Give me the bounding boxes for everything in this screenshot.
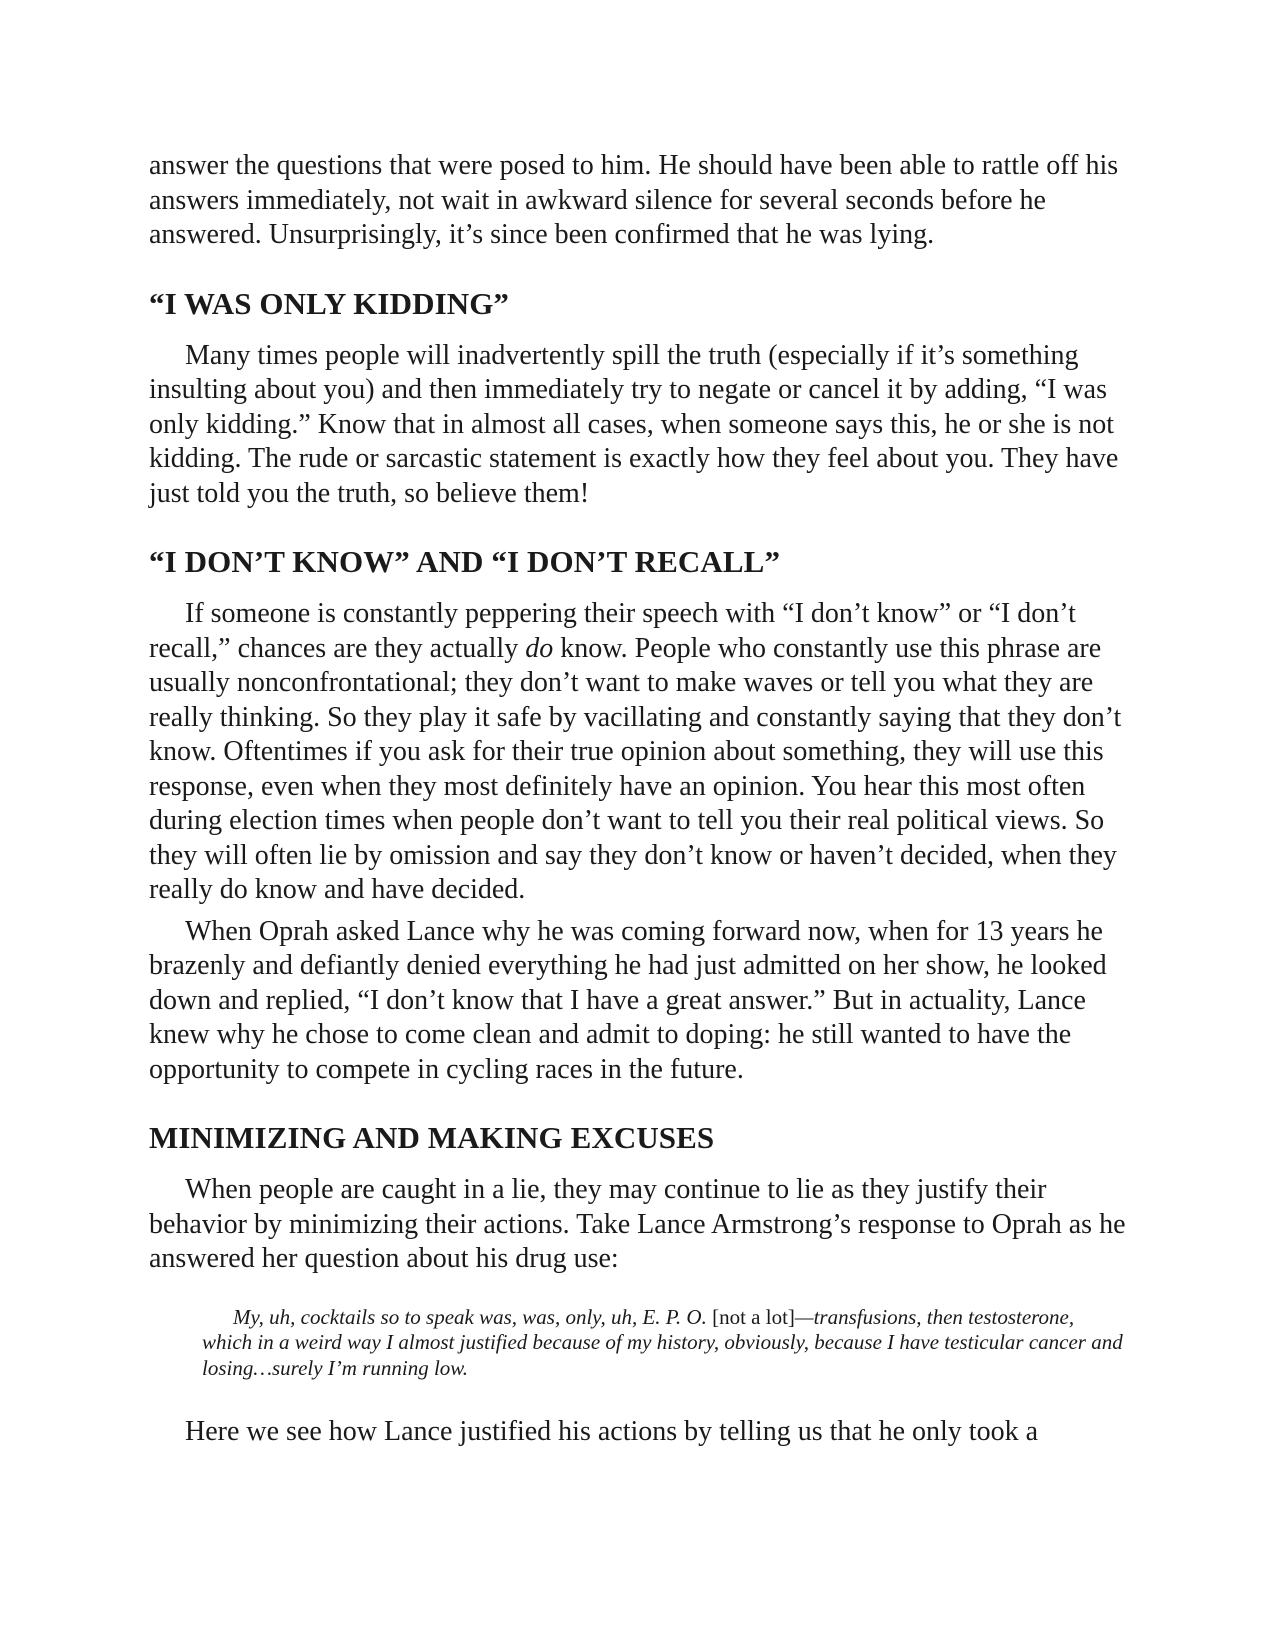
block-quote: [202, 1305, 1127, 1382]
paragraph-minimizing-1: When people are caught in a lie, they may continue to lie as they justify their behavior by minimizing their actions. Take Lance Armstrong’s response to Oprah as he answered her question about his drug use:: [149, 1174, 1126, 1274]
section-heading-only-kidding: “I WAS ONLY KIDDING”: [149, 285, 510, 321]
quote-text: —transfusions, then testosterone, which in a weird way I almost justified because of my history, obviously, because I have testicular cancer and losing…surely I’m running low.: [202, 1304, 1123, 1380]
book-page: [149, 149, 1129, 1450]
paragraph-only-kidding: Many times people will inadvertently spill the truth (especially if it’s something insulting about you) and then immediately try to negate or cancel it by adding, “I was only kidding.” Know that in almost all cases, when someone says this, he or she is not kidding. The rude or sarcastic statement is exactly how they feel about you. They have just told you the truth, so believe them!: [149, 339, 1119, 509]
paragraph-dont-know-1: [149, 597, 1129, 908]
paragraph-text: know. People who constantly use this phrase are usually nonconfrontational; they don’t want to make waves or tell you what they are really thinking. So they play it safe by vacillating and constantly saying that they don’t know. Oftentimes if you ask for their true opinion about something, they will use this response, even when they most definitely have an opinion. You hear this most often during election times when people don’t want to tell you their real political views. So they will often lie by omission and say they don’t know or haven’t decided, when they really do know and have decided.: [149, 632, 1122, 905]
continuation-paragraph: answer the questions that were posed to him. He should have been able to rattle off his answers immediately, not wait in awkward silence for several seconds before he answered. Unsurprisingly, it’s since been confirmed that he was lying.: [149, 150, 1119, 250]
paragraph-dont-know-2: When Oprah asked Lance why he was coming forward now, when for 13 years he brazenly and defiantly denied everything he had just admitted on her show, he looked down and replied, “I don’t know that I have a great answer.” But in actuality, Lance knew why he chose to come clean and admit to doping: he still wanted to have the opportunity to compete in cycling races in the future.: [149, 915, 1107, 1085]
emphasis-do: do: [525, 632, 554, 664]
quote-bracket-note: [not a lot]: [712, 1304, 795, 1329]
paragraph-text: If someone is constantly peppering their speech with “I don’t know” or “I don’t recall,” chances are they actually: [149, 598, 1076, 664]
section-heading-dont-know: “I DON’T KNOW” AND “I DON’T RECALL”: [149, 544, 781, 579]
section-heading-minimizing: MINIMIZING AND MAKING EXCUSES: [149, 1120, 715, 1155]
paragraph-minimizing-2: Here we see how Lance justified his actions by telling us that he only took a: [185, 1416, 1039, 1447]
quote-text: My, uh, cocktails so to speak was, was, only, uh, E. P. O.: [233, 1304, 713, 1329]
